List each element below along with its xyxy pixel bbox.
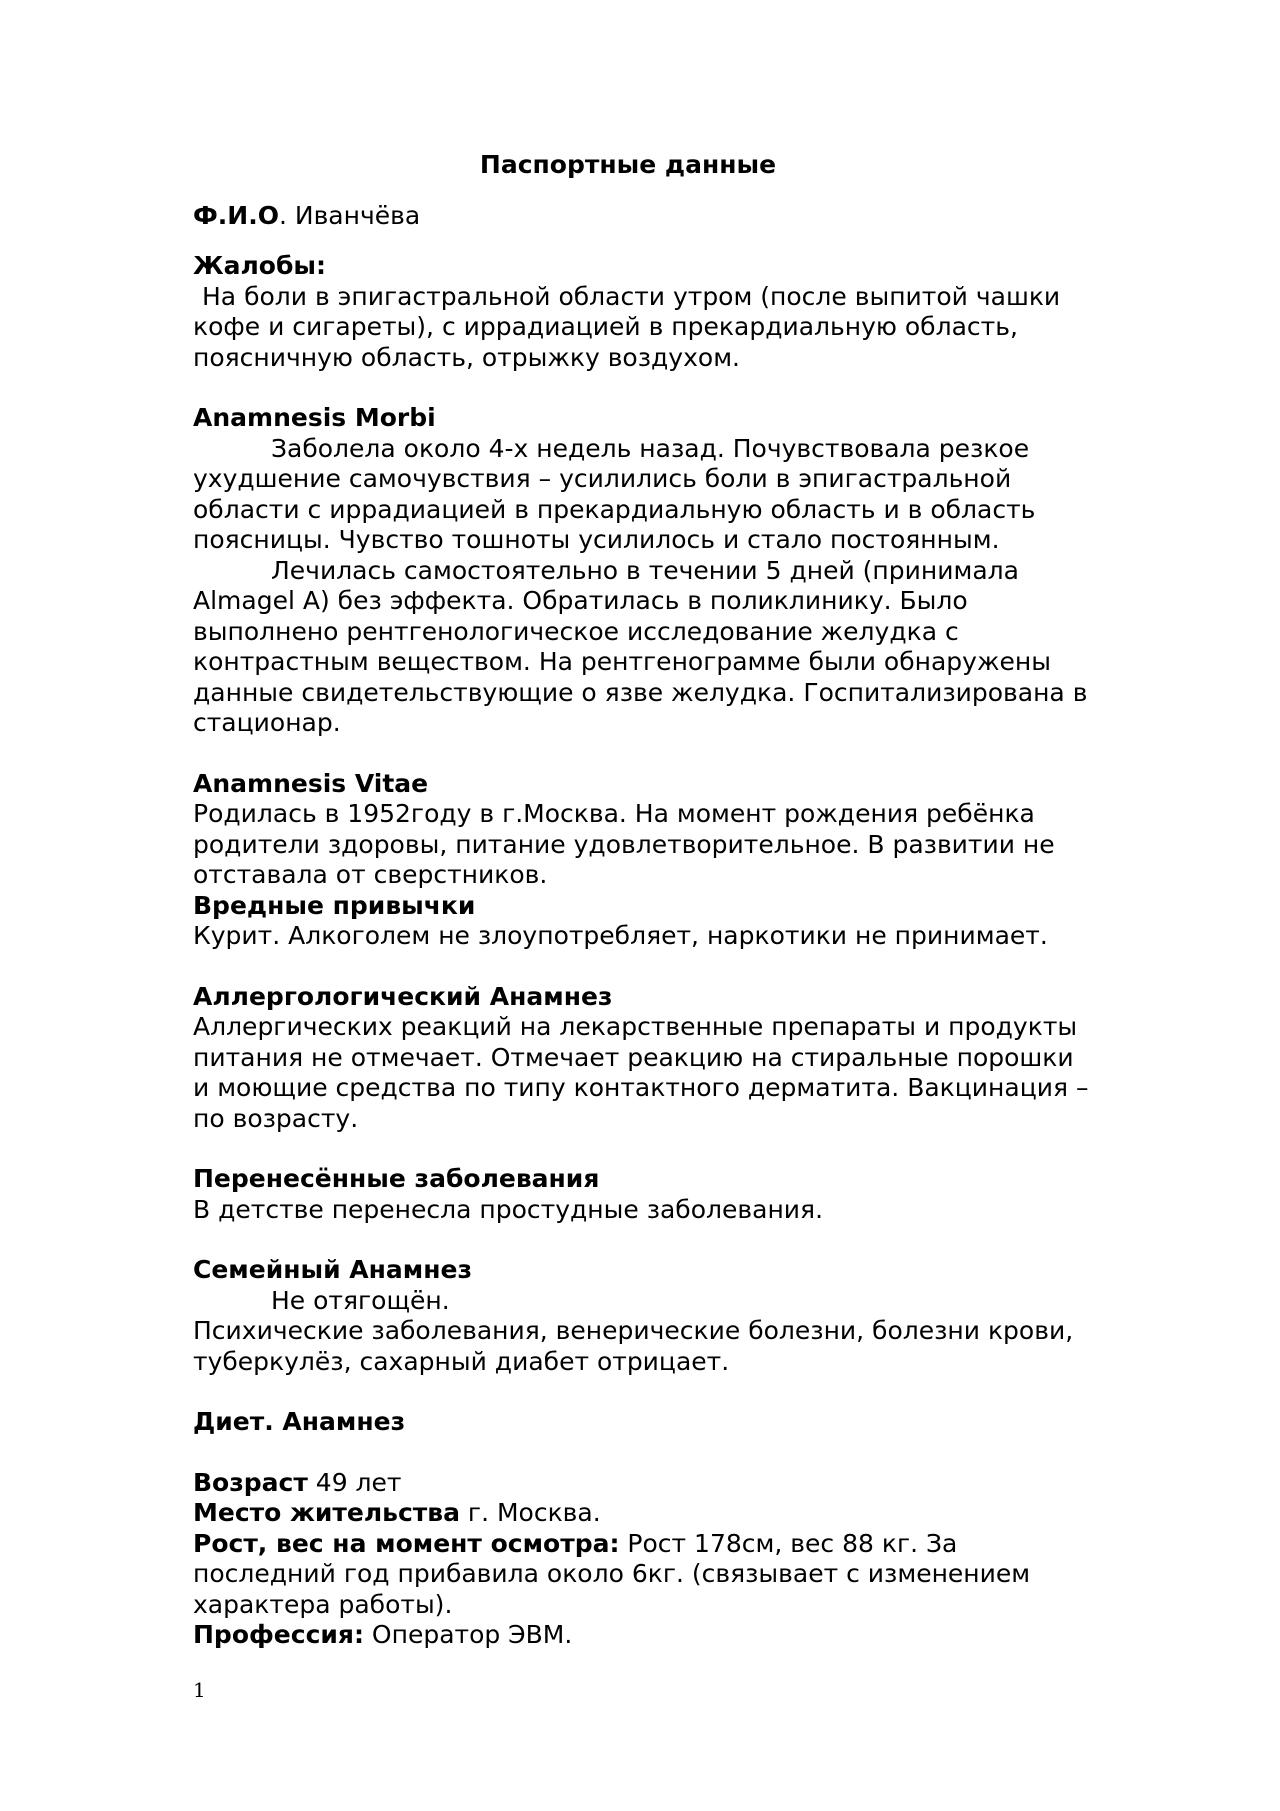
diet-heading: Диет. Анамнез <box>193 1407 406 1436</box>
height-weight-line <box>193 1529 1093 1621</box>
fio-line <box>193 201 1093 232</box>
family-line-1: Не отягощён. <box>271 1285 450 1315</box>
bad-habits-text: Курит. Алкоголем не злоупотребляет, наркотики не принимает. <box>193 921 1048 950</box>
allergy-text: Аллергических реакций на лекарственные препараты и продукты питания не отмечает. Отмечает реакцию на стиральные порошки и моющие средства по типу контактного дерматита. Вакцинация – по возрасту. <box>193 1012 1089 1133</box>
height-weight-value: Рост 178см, вес 88 кг. За последний год прибавила около 6кг. (связывает с изменением характера работы). <box>193 1528 1031 1619</box>
anamnesis-vitae-text: Родилась в 1952году в г.Москва. На момент рождения ребёнка родители здоровы, питание удовлетворительное. В развитии не отставала от сверстников. <box>193 799 1055 889</box>
page-title: Паспортные данные <box>479 150 777 179</box>
allergy-heading: Аллергологический Анамнез <box>193 981 613 1011</box>
age-label: Возраст <box>193 1467 308 1497</box>
past-diseases-heading: Перенесённые заболевания <box>193 1164 600 1193</box>
fio-label: Ф.И.О <box>193 200 279 230</box>
past-diseases-text: В детстве перенесла простудные заболевания. <box>193 1194 824 1224</box>
profession-line <box>193 1620 1093 1651</box>
anamnesis-morbi-paragraph: Заболела около 4-х недель назад. Почувствовала резкое ухудшение самочувствия – усилились боли в эпигастральной области с иррадиацией в прекардиальную область и в область поясницы. Чувство тошноты усилилось и стало постоянным. <box>193 433 1036 554</box>
residence-line <box>193 1498 1093 1529</box>
profession-label: Профессия: <box>193 1620 364 1649</box>
document-body <box>193 150 1093 1651</box>
age-line <box>193 1468 1093 1499</box>
profession-value: Оператор ЭВМ. <box>363 1620 573 1649</box>
complaints-heading: Жалобы: <box>193 251 327 280</box>
anamnesis-vitae-heading: Anamnesis Vitae <box>193 768 429 798</box>
height-weight-label: Рост, вес на момент осмотра: <box>193 1528 620 1558</box>
bad-habits-heading: Вредные привычки <box>193 890 476 920</box>
family-line-2: Психические заболевания, венерические болезни, болезни крови, туберкулёз, сахарный диабет отрицает. <box>193 1316 1074 1376</box>
residence-label: Место жительства <box>193 1498 460 1527</box>
anamnesis-morbi-paragraph: Лечилась самостоятельно в течении 5 дней (принимала Almagel A) без эффекта. Обратилась в поликлинику. Было выполнено рентгенологическое исследование желудка с контрастным веществом. На рентгенограмме были обнаружены данные свидетельствующие о язве желудка. Госпитализирована в стационар. <box>193 555 1088 737</box>
anamnesis-morbi-heading: Anamnesis Morbi <box>193 403 436 432</box>
age-value: 49 лет <box>307 1467 402 1497</box>
complaints-text: На боли в эпигастральной области утром (после выпитой чашки кофе и сигареты), с иррадиацией в прекардиальную область, поясничную область, отрыжку воздухом. <box>193 281 1061 372</box>
page-number: 1 <box>193 1678 206 1702</box>
residence-value: г. Москва. <box>459 1498 601 1527</box>
family-heading: Семейный Анамнез <box>193 1255 472 1284</box>
fio-value: . Иванчёва <box>278 200 421 230</box>
